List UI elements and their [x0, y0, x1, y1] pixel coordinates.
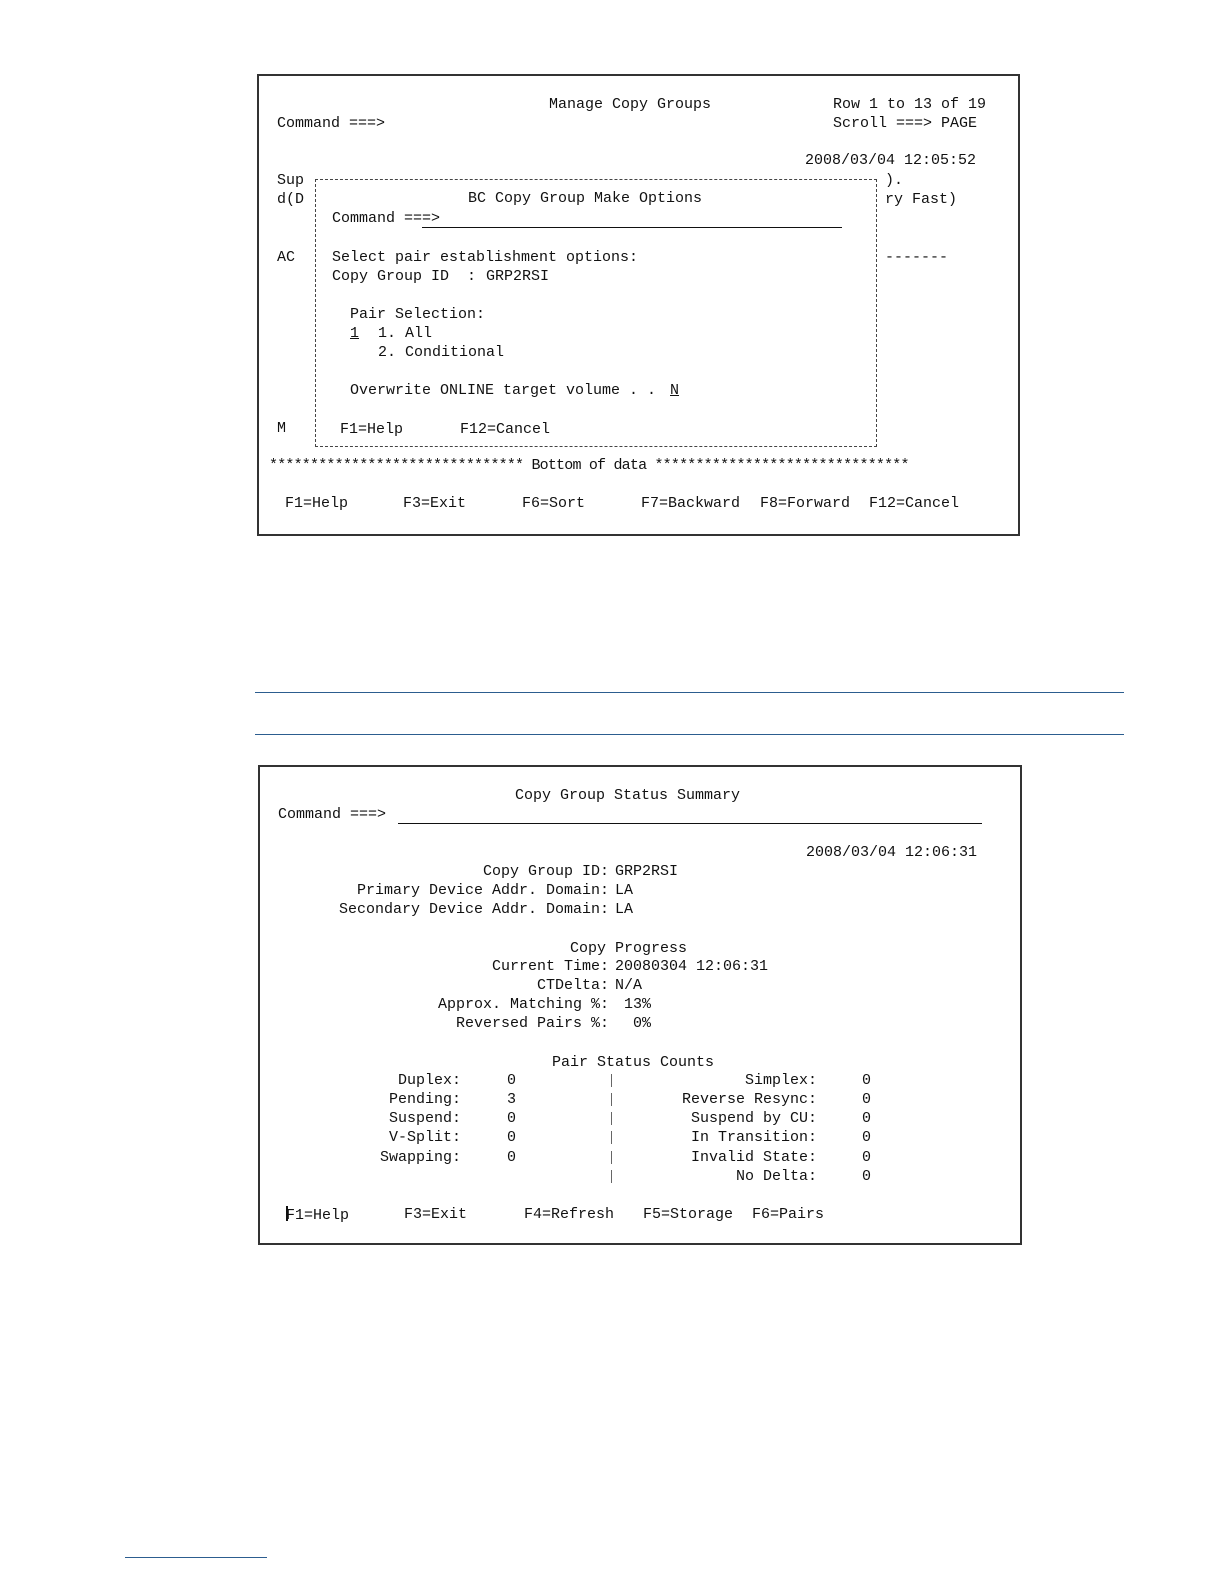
screen-title: Copy Group Status Summary [515, 787, 741, 804]
ctdelta-label: CTDelta: [536, 977, 609, 994]
invalid-state-count: 0 [862, 1149, 872, 1166]
column-divider [611, 1112, 612, 1125]
bg-text: M [277, 420, 287, 437]
footnote-rule [125, 1557, 267, 1558]
separator-rule [255, 692, 1124, 693]
pending-count: 3 [507, 1091, 517, 1108]
f12-cancel-key[interactable]: F12=Cancel [869, 495, 960, 512]
current-time-label: Current Time: [491, 958, 609, 975]
bg-text: ------- [885, 249, 949, 266]
simplex-count: 0 [862, 1072, 872, 1089]
secondary-domain-value: LA [615, 901, 634, 918]
timestamp: 2008/03/04 12:05:52 [805, 152, 977, 169]
timestamp: 2008/03/04 12:06:31 [806, 844, 978, 861]
copy-group-status-summary-screen [258, 765, 1022, 1245]
bg-text: ). [885, 172, 904, 189]
simplex-label: Simplex: [744, 1072, 817, 1089]
current-time-value: 20080304 12:06:31 [615, 958, 769, 975]
copy-group-label: Copy Group ID: [482, 863, 609, 880]
matching-value: 13% [624, 996, 652, 1013]
popup-f1-help[interactable]: F1=Help [340, 421, 404, 438]
popup-command-input[interactable] [422, 227, 842, 228]
matching-label: Approx. Matching %: [437, 996, 609, 1013]
row-info: Row 1 to 13 of 19 [833, 96, 987, 113]
column-divider [611, 1151, 612, 1164]
popup-command-label: Command ===> [332, 210, 441, 227]
bg-text: ry Fast) [885, 191, 958, 208]
command-input[interactable] [398, 823, 982, 824]
pair-status-heading: Pair Status Counts [552, 1054, 715, 1071]
copy-group-label: Copy Group ID : [332, 268, 477, 285]
column-divider [611, 1093, 612, 1106]
in-transition-count: 0 [862, 1129, 872, 1146]
pair-selection-input[interactable]: 1 [350, 325, 360, 342]
swapping-label: Swapping: [379, 1149, 461, 1166]
duplex-count: 0 [507, 1072, 517, 1089]
primary-domain-label: Primary Device Addr. Domain: [356, 882, 609, 899]
separator-rule [255, 734, 1124, 735]
option-all: 1. All [378, 325, 433, 342]
duplex-label: Duplex: [397, 1072, 461, 1089]
f5-storage-key[interactable]: F5=Storage [643, 1206, 734, 1223]
suspend-by-cu-label: Suspend by CU: [690, 1110, 817, 1127]
column-divider [611, 1170, 612, 1183]
f7-backward-key[interactable]: F7=Backward [641, 495, 741, 512]
bg-text: Sup [277, 172, 305, 189]
select-prompt: Select pair establishment options: [332, 249, 639, 266]
ctdelta-value: N/A [615, 977, 643, 994]
f6-pairs-key[interactable]: F6=Pairs [752, 1206, 825, 1223]
f1-help-key[interactable] [286, 1206, 349, 1225]
suspend-count: 0 [507, 1110, 517, 1127]
f3-exit-key[interactable]: F3=Exit [404, 1206, 468, 1223]
screen-title: Manage Copy Groups [549, 96, 712, 113]
manage-copy-groups-screen [257, 74, 1020, 536]
suspend-label: Suspend: [388, 1110, 461, 1127]
f4-refresh-key[interactable]: F4=Refresh [524, 1206, 615, 1223]
reversed-label: Reversed Pairs %: [455, 1015, 609, 1032]
popup-title: BC Copy Group Make Options [468, 190, 703, 207]
command-label: Command ===> [278, 806, 387, 823]
pending-label: Pending: [388, 1091, 461, 1108]
suspend-by-cu-count: 0 [862, 1110, 872, 1127]
bottom-of-data: ******************************* Bottom of data ******************************* [269, 457, 909, 474]
in-transition-label: In Transition: [690, 1129, 817, 1146]
f1-first-char: F [286, 1207, 296, 1224]
copy-group-value: GRP2RSI [486, 268, 550, 285]
option-conditional: 2. Conditional [378, 344, 505, 361]
copy-progress-heading: Copy Progress [570, 940, 688, 957]
secondary-domain-label: Secondary Device Addr. Domain: [338, 901, 609, 918]
v-split-label: V-Split: [388, 1129, 461, 1146]
f1-help-key[interactable]: F1=Help [285, 495, 349, 512]
overwrite-input[interactable]: N [670, 382, 680, 399]
pair-selection-label: Pair Selection: [350, 306, 486, 323]
popup-f12-cancel[interactable]: F12=Cancel [460, 421, 551, 438]
scroll-setting[interactable]: Scroll ===> PAGE [833, 115, 978, 132]
overwrite-label: Overwrite ONLINE target volume . . [350, 382, 657, 399]
f1-rest: 1=Help [295, 1207, 350, 1224]
bg-text: d(D [277, 191, 305, 208]
reverse-resync-label: Reverse Resync: [681, 1091, 817, 1108]
primary-domain-value: LA [615, 882, 634, 899]
reversed-value: 0% [633, 1015, 652, 1032]
f3-exit-key[interactable]: F3=Exit [403, 495, 467, 512]
copy-group-value: GRP2RSI [615, 863, 679, 880]
column-divider [611, 1074, 612, 1087]
no-delta-count: 0 [862, 1168, 872, 1185]
invalid-state-label: Invalid State: [690, 1149, 817, 1166]
v-split-count: 0 [507, 1129, 517, 1146]
f8-forward-key[interactable]: F8=Forward [760, 495, 851, 512]
swapping-count: 0 [507, 1149, 517, 1166]
reverse-resync-count: 0 [862, 1091, 872, 1108]
command-label: Command ===> [277, 115, 386, 132]
make-options-popup [315, 179, 877, 447]
bg-text: AC [277, 249, 296, 266]
column-divider [611, 1131, 612, 1144]
no-delta-label: No Delta: [735, 1168, 817, 1185]
f6-sort-key[interactable]: F6=Sort [522, 495, 586, 512]
